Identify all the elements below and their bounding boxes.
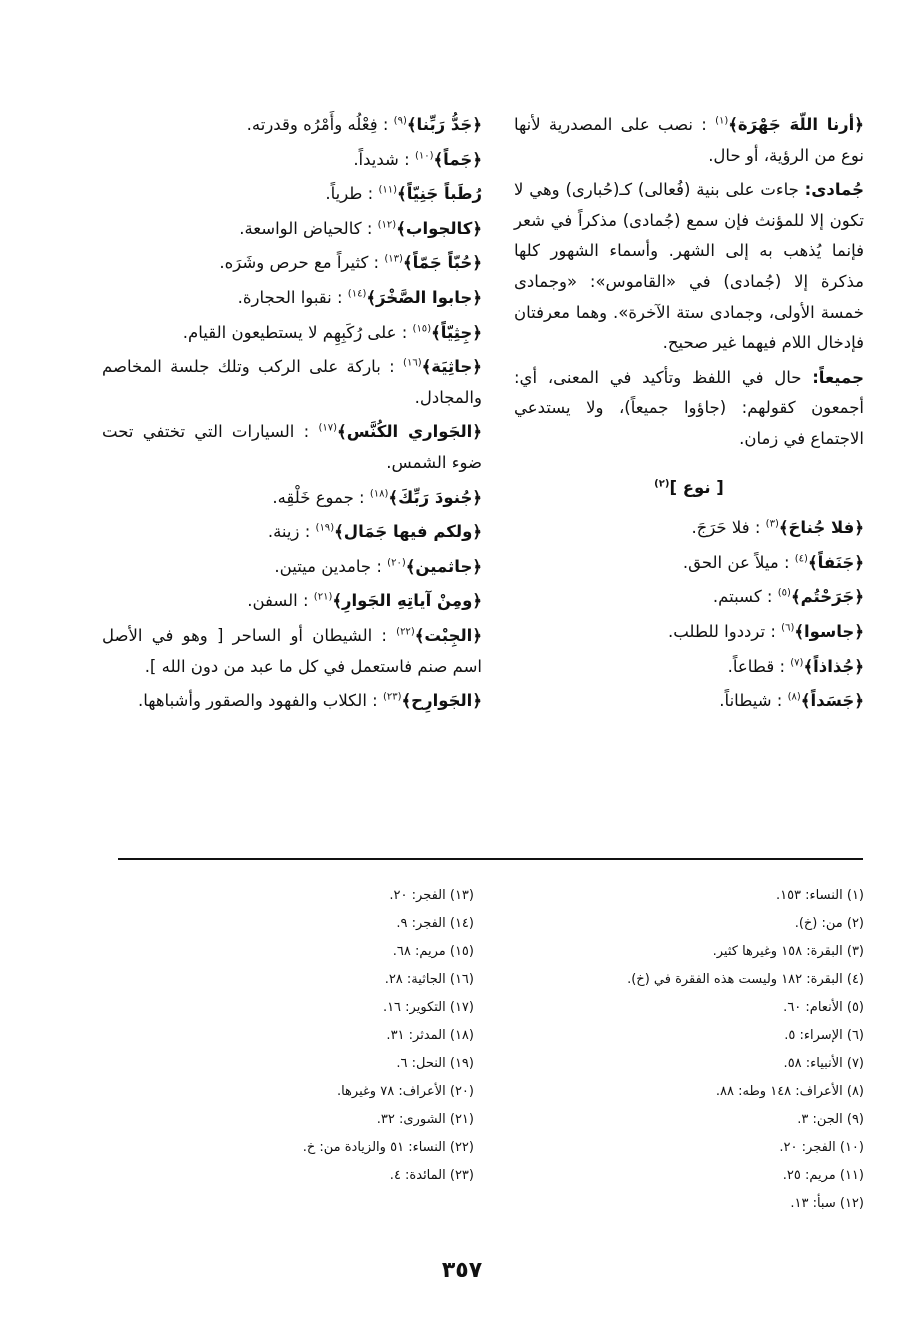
entry-definition: : كالحياض الواسعة. [239,218,373,238]
footnote-ref: (١٣) [384,253,403,265]
footnote-item: (٨) الأعراف: ١٤٨ وطه: ٨٨. [715,1084,864,1099]
footnote-ref: (٧) [790,657,804,668]
footnote-item: (١١) مريم: ٢٥. [782,1168,864,1183]
footnote-item: (١٩) النحل: ٦. [396,1056,474,1071]
footnote-ref: (١١) [378,184,398,196]
entry-definition: : ميلاً عن الحق. [682,552,790,572]
entry-headword: ﴿الجَواري الكُنَّس﴾ [337,422,483,442]
footnote-ref: (٢١) [313,591,333,603]
entry-headword: ﴿جَرَحْتُم﴾ [790,587,864,607]
entry-headword: ﴿جَماً﴾ [433,149,482,169]
gloss-entry [102,417,482,478]
footnote-item: (١٨) المدثر: ٣١. [386,1028,474,1043]
footnote-item: (٢٠) الأعراف: ٧٨ وغيرها. [336,1084,474,1099]
footnote-item: (١) النساء: ١٥٣. [775,888,864,903]
footnote-ref: (٢٢) [396,626,415,638]
footnote-ref: (١) [715,115,729,127]
entry-definition: : نقبوا الحجارة. [237,287,343,307]
gloss-entry [514,175,864,359]
gloss-entry [514,582,864,613]
entry-headword: ﴿ولكم فيها جَمَال﴾ [334,522,482,542]
footnote-ref: (٩) [393,115,407,127]
gloss-entry [514,110,864,171]
entry-headword: [ نوع ] [669,477,724,497]
footnote-ref: (٨) [787,691,801,703]
entry-definition: : فِعْلُه وأَمْرُه وقدرته. [246,115,389,134]
entry-definition: : طرياً. [325,184,374,204]
entry-headword: ﴿جُذاذاً﴾ [803,656,864,676]
footnote-item: (١٥) مريم: ٦٨. [392,944,474,959]
gloss-entry [102,517,482,548]
gloss-entry [514,652,864,683]
footnote-ref: (١٧) [318,422,338,434]
gloss-entry [102,586,482,617]
entry-headword: ﴿جاسوا﴾ [794,621,864,641]
entry-definition: : كثيراً مع حرص وشَرَه. [219,253,380,273]
gloss-entry [102,214,482,245]
footnote-ref: (١٤) [347,288,367,300]
entry-headword: ﴿ومِنْ آياتِهِ الجَوارِ﴾ [332,591,482,611]
footnote-ref: (٣) [765,518,779,530]
entry-headword: ﴿أرنا اللّهَ جَهْرَة﴾ [728,115,864,134]
entry-headword: جُمادى: [804,180,864,200]
footnote-ref: (١٨) [369,488,389,500]
entry-definition: جاءت على بنية (فُعالى) كـ(حُبارى) وهي لا تكون إلا للمؤنث فإن سمع (جُمادى) مذكراً في شعر فإنما يُذهب به إلى الشهر. وأسماء الشهور كلها مذكرة إلا (جُمادى) في «القاموس»: «وجمادى خمسة الأولى، وجمادى ستة الآخرة». وهما معرفتان فإدخال اللام فيهما غير صحيح. [514,180,864,353]
footnote-item: (٩) الجن: ٣. [797,1112,864,1127]
footnote-item: (١٦) الجاثية: ٢٨. [384,972,474,987]
entry-headword: ﴿جَنَفاً﴾ [807,552,864,572]
footnotes-right [504,882,864,1218]
entry-headword: ﴿كالجواب﴾ [396,218,482,238]
footnote-item: (١٠) الفجر: ٢٠. [779,1140,864,1155]
footnotes-left [144,882,474,1190]
entry-headword: ﴿جابوا الصَّخْرَ﴾ [366,287,482,307]
gloss-entry [102,145,482,176]
entry-headword: ﴿جُنودَ رَبِّكَ﴾ [388,487,482,507]
footnote-ref: (١٠) [414,150,434,162]
footnote-item: (٢٣) المائدة: ٤. [389,1168,474,1183]
footnote-item: (١٢) سبأ: ١٣. [790,1196,864,1211]
gloss-entry [514,548,864,579]
gloss-entry [514,363,864,455]
footnote-item: (٧) الأنبياء: ٥٨. [783,1056,864,1071]
entry-headword: ﴿فلا جُناحَ﴾ [778,518,864,538]
gloss-entry [102,318,482,349]
entry-definition: : على رُكَبِهِم لا يستطيعون القيام. [182,322,408,342]
footnote-item: (٣) البقرة: ١٥٨ وغيرها كثير. [712,944,864,959]
gloss-entry [514,617,864,648]
footnote-ref: (١٩) [315,522,335,534]
entry-definition: : شديداً. [353,149,410,169]
gloss-entry [102,552,482,583]
gloss-entry [102,352,482,413]
gloss-entry [102,248,482,279]
entry-definition: : جموع خَلْقِه. [272,487,365,507]
footnote-ref: (٢٠) [387,557,406,569]
right-column [514,110,864,721]
entry-definition: : السيارات التي تختفي تحت ضوء الشمس. [102,422,482,472]
entry-definition: : جامدين ميتين. [274,556,382,576]
entry-definition: : فلا حَرَجَ. [691,518,761,538]
footnote-item: (٢) من: (خ). [794,916,864,931]
footnote-ref: (٢) [654,478,670,490]
footnote-divider [118,858,863,860]
gloss-entry [102,283,482,314]
gloss-entry [102,179,482,210]
footnote-item: (١٤) الفجر: ٩. [396,916,474,931]
gloss-entry [102,621,482,682]
entry-headword: رُطَباً جَنِيّاً﴾ [397,184,482,204]
footnote-ref: (١٢) [377,219,397,231]
entry-definition: : ترددوا للطلب. [667,621,776,641]
entry-headword: ﴿جِثِيّاً﴾ [431,322,482,342]
page-number: ٣٥٧ [441,1258,483,1283]
entry-definition: : نصب على المصدرية لأنها نوع من الرؤية، أو حال. [514,115,864,165]
entry-headword: ﴿الجَوارِح﴾ [401,691,482,711]
entry-definition: : باركة على الركب وتلك جلسة المخاصم والمجادل. [102,357,482,407]
entry-headword: ﴿جاثمين﴾ [405,556,482,576]
entry-headword: ﴿جَدُّ رَبِّنا﴾ [406,115,482,134]
footnote-item: (٥) الأنعام: ٦٠. [783,1000,864,1015]
footnote-item: (١٣) الفجر: ٢٠. [389,888,474,903]
entry-definition: : الشيطان أو الساحر [ وهو في الأصل اسم صنم فاستعمل في كل ما عبد من دون الله ]. [102,625,482,676]
footnote-ref: (٤) [794,553,808,565]
footnote-item: (١٧) التكوير: ١٦. [382,1000,474,1015]
entry-headword: ﴿حُبّاً جَمّاً﴾ [402,253,482,273]
entry-definition: : زينة. [267,522,311,542]
footnote-ref: (١٦) [403,357,422,369]
entry-headword: ﴿جاثِيَة﴾ [421,357,482,377]
gloss-entry [514,686,864,717]
footnote-ref: (٥) [777,587,791,599]
gloss-entry [102,686,482,717]
footnote-ref: (٢٣) [382,691,402,703]
entry-definition: : كسبتم. [712,587,773,607]
footnote-ref: (١٥) [412,323,432,335]
footnote-item: (٢٢) النساء: ٥١ والزيادة من: خ. [302,1140,474,1155]
footnote-ref: (٦) [781,622,795,634]
left-column [102,110,482,721]
section-heading [514,473,864,504]
entry-headword: ﴿الجِبْت﴾ [414,625,482,645]
footnote-item: (٢١) الشورى: ٣٢. [376,1112,474,1127]
entry-definition: : شيطاناً. [719,691,783,711]
entry-headword: جميعاً: [812,367,864,387]
footnote-item: (٦) الإسراء: ٥. [784,1028,864,1043]
entry-definition: : السفن. [247,591,309,611]
gloss-entry [102,483,482,514]
gloss-entry [102,110,482,141]
entry-definition: : قطاعاً. [727,656,786,676]
entry-definition: حال في اللفظ وتأكيد في المعنى، أي: أجمعون كقولهم: (جاؤوا جميعاً)، ولا يستدعي الاجتماع في زمان. [514,367,864,448]
entry-definition: : الكلاب والفهود والصقور وأشباهها. [137,691,378,711]
entry-headword: ﴿جَسَداً﴾ [800,691,864,711]
gloss-entry [514,513,864,544]
footnote-item: (٤) البقرة: ١٨٢ وليست هذه الفقرة في (خ). [627,972,864,987]
